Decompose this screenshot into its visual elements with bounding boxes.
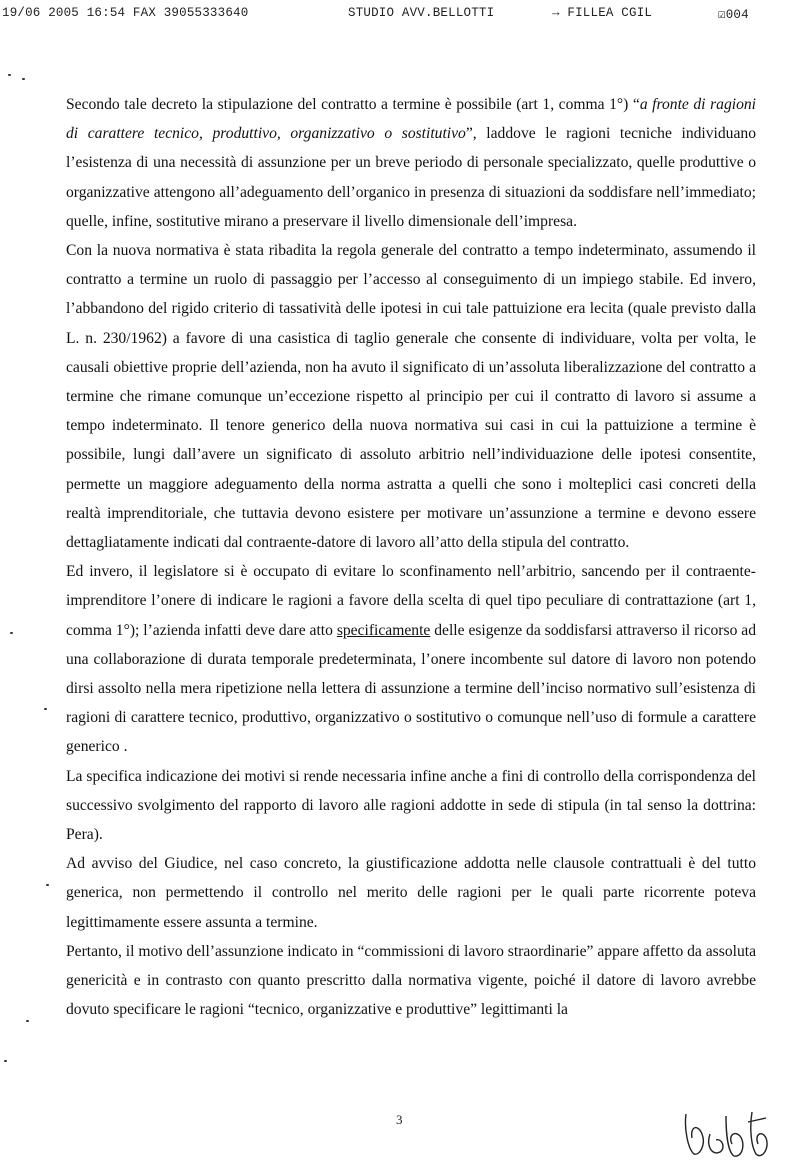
fax-sender: STUDIO AVV.BELLOTTI <box>348 6 495 20</box>
fax-recipient: → FILLEA CGIL <box>552 6 653 20</box>
body-text <box>66 90 756 1025</box>
paragraph: Ad avviso del Giudice, nel caso concreto, la giustificazione addotta nelle clausole contrattuali è del tutto generica, non permettendo il controllo nel merito delle ragioni per le quali parte ricorrente poteva legittimamente essere assunta a termine. <box>66 855 756 931</box>
handwritten-initials-signature <box>676 1104 786 1164</box>
scan-speck <box>8 74 11 76</box>
underlined-word: specificamente <box>336 621 431 639</box>
page-number: 3 <box>396 1112 403 1127</box>
fax-page-indicator: ☑004 <box>718 8 749 22</box>
scan-speck <box>44 708 47 710</box>
paragraph-text: Secondo tale decreto la stipulazione del contratto a termine è possibile (art 1, comma 1°) “ <box>66 96 640 113</box>
paragraph: Con la nuova normativa è stata ribadita la regola generale del contratto a tempo indeterminato, assumendo il contratto a termine un ruolo di passaggio per l’accesso al conseguimento di un impiego stabile. Ed invero, l’abbandono del rigido criterio di tassatività delle ipotesi in cui tale pattuizione era lecita (quale previsto dalla L. n. 230/1962) a favore di una casistica di taglio generale che consente di individuare, volta per volta, le causali obiettive proprie dell’azienda, non ha avuto il significato di un’assoluta liberalizzazione del contratto a termine che rimane comunque un’eccezione rispetto al principio per cui il contratto di lavoro si assume a tempo indeterminato. Il tenore generico della nuova normativa sui casi in cui la pattuizione a termine è possibile, lungi dall’avere un significato di assoluto arbitrio nell’individuazione delle ipotesi consentite, permette un maggiore adeguamento della norma astratta a quelli che sono i molteplici casi concreti della realtà imprenditoriale, che tuttavia devono esistere per motivare un’assunzione a termine e devono essere dettagliatamente indicati dal contraente-datore di lavoro all’atto della stipula del contratto. <box>66 242 756 552</box>
paragraph-text: ”, laddove le ragioni tecniche individuano l’esistenza di una necessità di assunzione per un breve periodo di personale specializzato, quelle produttive o organizzative attengono all’adeguamento dell’organico in presenza di situazioni da soddisfare nell’immediato; quelle, infine, sostitutive mirano a preservare il livello dimensionale dell’impresa. <box>66 125 756 230</box>
scan-speck <box>22 78 25 80</box>
paragraph-text: Ed invero, il legislatore si è occupato di evitare lo sconfinamento nell’arbitrio, sancendo per il contraente-imprenditore l’onere di indicare le ragioni a favore della scelta di quel tipo peculiare di contrattazione (art 1, comma 1°); l’azienda infatti deve dare atto <box>66 563 756 639</box>
paragraph: Pertanto, il motivo dell’assunzione indicato in “commissioni di lavoro straordinarie” appare affetto da assoluta genericità e in contrasto con quanto prescritto dalla normativa vigente, poiché il datore di lavoro avrebbe dovuto specificare le ragioni “tecnico, organizzative e produttive” legittimanti la <box>66 942 756 1019</box>
scan-speck <box>10 632 13 634</box>
paragraph <box>66 557 756 761</box>
scan-speck <box>4 1060 7 1062</box>
scan-speck <box>26 1020 29 1022</box>
paragraph-text: delle esigenze da soddisfarsi attraverso il ricorso ad una collaborazione di durata temporale predeterminata, l’onere incombente sul datore di lavoro non potendo dirsi assolto nella mera ripetizione nella lettera di assunzione a termine dell’inciso normativo sull’esistenza di ragioni di carattere tecnico, produttivo, organizzativo o sostitutivo o comunque nell’uso di formule a carattere generico . <box>66 621 756 756</box>
scan-speck <box>46 884 49 886</box>
fax-datetime: 19/06 2005 16:54 FAX 39055333640 <box>2 6 249 20</box>
italic-quote: a fronte di ragioni di carattere tecnico, produttivo, organizzativo o sostitutivo <box>66 96 756 143</box>
fax-header <box>0 4 800 26</box>
paragraph <box>66 90 756 236</box>
paragraph: La specifica indicazione dei motivi si rende necessaria infine anche a fini di controllo della corrispondenza del successivo svolgimento del rapporto di lavoro alle ragioni addotte in sede di stipula (in tal senso la dottrina: Pera). <box>66 767 756 844</box>
